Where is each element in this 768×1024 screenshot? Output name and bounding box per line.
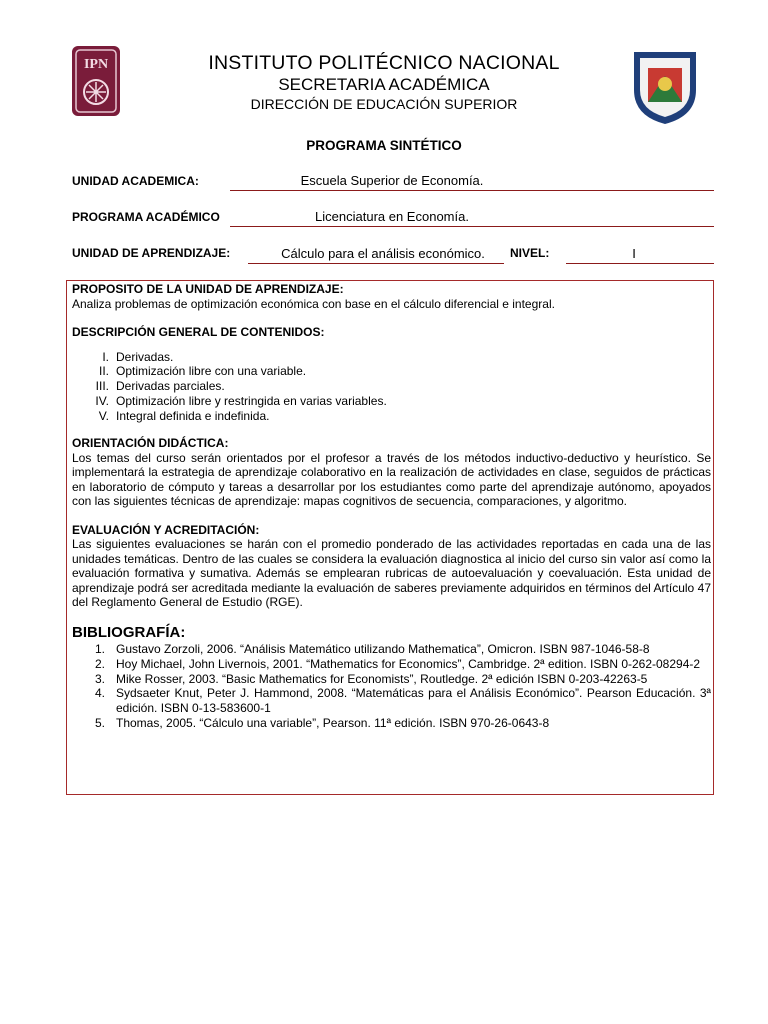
list-item: III. Derivadas parciales. xyxy=(95,379,225,394)
content-area xyxy=(72,282,711,731)
evaluacion-heading: EVALUACIÓN Y ACREDITACIÓN: xyxy=(72,522,260,537)
list-item: 2. Hoy Michael, John Livernois, 2001. “Mathematics for Economics”, Cambridge. 2ª edition. ISBN 0-262-08294-2 xyxy=(94,656,701,671)
unidad-aprendizaje-underline xyxy=(248,263,504,264)
evaluacion-text: Las siguientes evaluaciones se harán con el promedio ponderado de las actividades reportadas en cada una de las unidades temáticas. Dentro de las cuales se considera la evaluación diagnostica al inicio del curso sin valor así como la evaluación formativa y sumativa. Además se emplearan rubricas de autoevaluación y coevaluación. Esta unidad de aprendizaje podrá ser acreditada mediante la evaluación de saberes previamente adquiridos en términos del Artículo 47 del Reglamento General de Estudio (RGE). xyxy=(72,537,711,610)
programa-academico-underline xyxy=(230,226,714,227)
bibliografia-heading: BIBLIOGRAFÍA: xyxy=(72,623,186,641)
programa-academico-label: PROGRAMA ACADÉMICO xyxy=(72,210,220,224)
list-item: II. Optimización libre con una variable. xyxy=(98,364,307,379)
nivel-underline xyxy=(566,263,714,264)
list-item: 1. Gustavo Zorzoli, 2006. “Análisis Matemático utilizando Mathematica”, Omicron. ISBN 987-1046-58-8 xyxy=(94,641,650,656)
institution-title: INSTITUTO POLITÉCNICO NACIONAL xyxy=(208,52,560,74)
contenidos-list xyxy=(72,350,711,424)
descripcion-heading: DESCRIPCIÓN GENERAL DE CONTENIDOS: xyxy=(72,325,325,339)
list-item: 5. Thomas, 2005. “Cálculo una variable”, Pearson. 11ª edición. ISBN 970-26-0643-8 xyxy=(94,715,550,730)
nivel-value: I xyxy=(632,246,636,261)
orientacion-heading: ORIENTACIÓN DIDÁCTICA: xyxy=(72,436,229,451)
bibliografia-list xyxy=(72,642,711,731)
ipn-logo-text: IPN xyxy=(83,57,109,72)
list-item: 4. Sydsaeter Knut, Peter J. Hammond, 2008. “Matemáticas para el Análisis Económico”. Pearson Educación. 3ª edición. ISBN 0-13-583600-1 xyxy=(94,686,711,716)
direction-title: DIRECCIÓN DE EDUCACIÓN SUPERIOR xyxy=(250,96,518,112)
unidad-academica-underline xyxy=(230,190,714,191)
proposito-text: Analiza problemas de optimización económica con base en el cálculo diferencial e integral. xyxy=(72,296,555,311)
list-item: IV. Optimización libre y restringida en varias variables. xyxy=(95,393,387,408)
unidad-academica-value: Escuela Superior de Economía. xyxy=(300,173,484,188)
unidad-academica-label: UNIDAD ACADEMICA: xyxy=(72,174,199,188)
list-item: I. Derivadas. xyxy=(102,349,174,364)
nivel-label: NIVEL: xyxy=(510,246,550,260)
unidad-aprendizaje-label: UNIDAD DE APRENDIZAJE: xyxy=(72,246,231,260)
unidad-aprendizaje-value: Cálculo para el análisis económico. xyxy=(281,246,485,261)
program-title: PROGRAMA SINTÉTICO xyxy=(306,138,462,153)
secretariat-title: SECRETARIA ACADÉMICA xyxy=(278,75,490,94)
orientacion-text: Los temas del curso serán orientados por el profesor a través de los métodos inductivo-deductivo y heurístico. Se implementará la estrategia de aprendizaje colaborativo en la realización de actividades en clase, seguidos de prácticas en laboratorio de cómputo y tareas a desarrollar por los estudiantes como parte del aprendizaje autónomo, apoyados con las siguientes técnicas de aprendizaje: mapas cognitivos de secuencia, comparaciones, y algoritmo. xyxy=(72,450,711,509)
proposito-heading: PROPOSITO DE LA UNIDAD DE APRENDIZAJE: xyxy=(72,282,344,296)
list-item: 3. Mike Rosser, 2003. “Basic Mathematics for Economists”, Routledge. 2ª edición ISBN 0-203-42263-5 xyxy=(94,671,648,686)
list-item: V. Integral definida e indefinida. xyxy=(98,408,270,423)
programa-academico-value: Licenciatura en Economía. xyxy=(315,209,469,224)
